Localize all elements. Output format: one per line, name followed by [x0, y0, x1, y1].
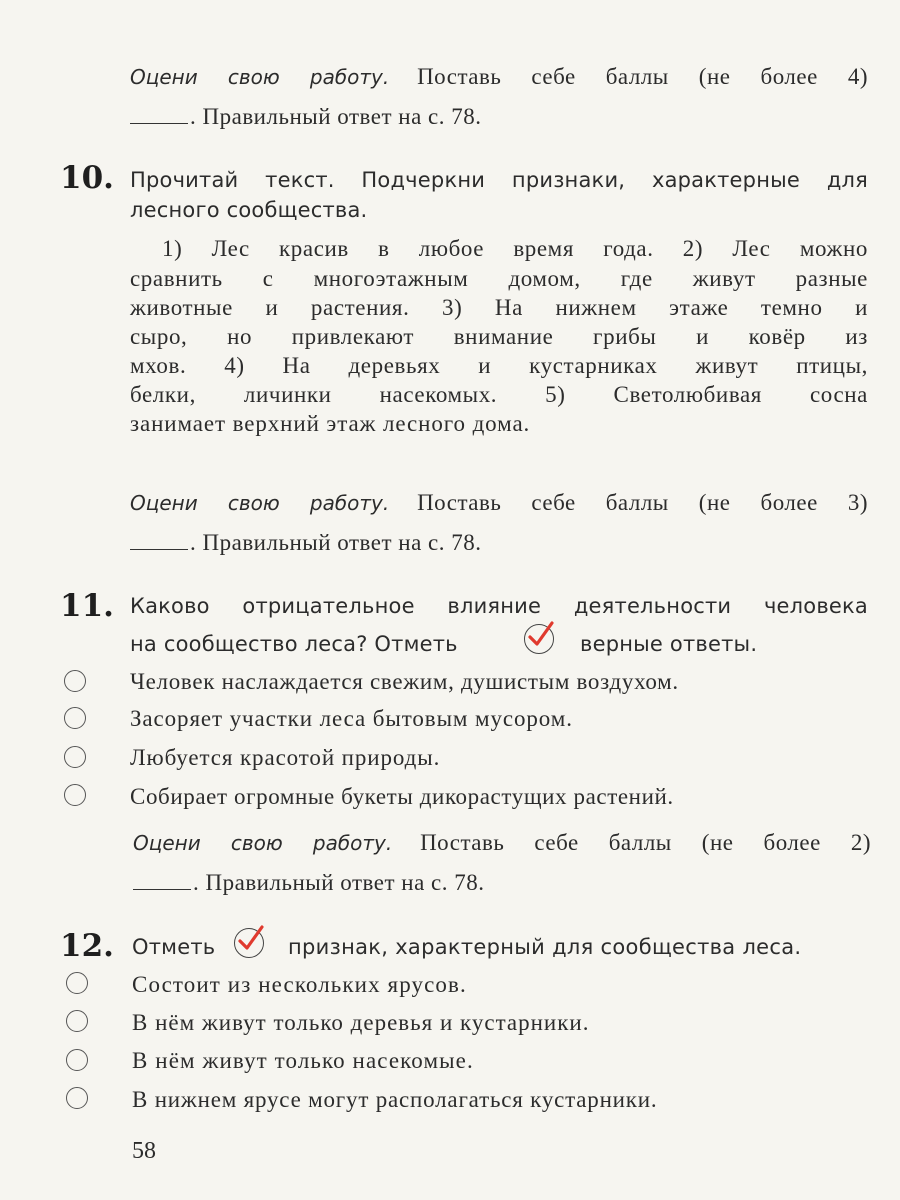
task12-option-1: Состоит из нескольких ярусов.	[132, 972, 467, 997]
task11-option-2: Засоряет участки леса бытовым мусором.	[130, 706, 573, 731]
page-number: 58	[132, 1138, 156, 1164]
task12-option-2: В нём живут только деревья и кустарники.	[132, 1010, 590, 1035]
task12-option-4: В нижнем ярусе могут располагаться кустарники.	[132, 1087, 658, 1112]
check-mark-icon	[524, 624, 554, 654]
score-blank[interactable]	[133, 888, 191, 890]
task12-prompt-part-a: Отметь	[132, 935, 216, 959]
task10-text-line-7: занимает верхний этаж лесного дома.	[130, 411, 531, 436]
task10-prompt-line-2: лесного сообщества.	[130, 198, 368, 222]
self-check-text: Поставь себе баллы (не более 4)	[417, 64, 869, 89]
task11-self-check-line	[133, 830, 871, 856]
option-radio-11-2[interactable]	[64, 707, 86, 729]
task11-self-check-answer	[133, 870, 484, 896]
task11-prompt-line-2	[130, 632, 458, 656]
answer-ref: . Правильный ответ на с. 78.	[190, 104, 482, 129]
option-radio-12-3[interactable]	[66, 1049, 88, 1071]
option-radio-12-2[interactable]	[66, 1010, 88, 1032]
task11-prompt-part-b: верные ответы.	[580, 632, 758, 656]
task-number-10: 10.	[60, 160, 114, 196]
task11-prompt-line-1: Каково отрицательное влияние деятельности человека	[130, 594, 868, 618]
self-check-text: Поставь себе баллы (не более 2)	[420, 830, 872, 855]
task11-option-1: Человек наслаждается свежим, душистым воздухом.	[130, 669, 679, 694]
task10-text-line-5: мхов. 4) На деревьях и кустарниках живут птицы,	[130, 353, 868, 378]
task10-text-line-3: животные и растения. 3) На нижнем этаже темно и	[130, 295, 868, 320]
option-radio-11-3[interactable]	[64, 746, 86, 768]
self-check-label: Оцени свою работу.	[130, 65, 390, 89]
task10-self-check-line	[130, 490, 868, 516]
option-radio-11-1[interactable]	[64, 670, 86, 692]
task10-text-line-6: белки, личинки насекомых. 5) Светолюбивая сосна	[130, 382, 868, 407]
task10-text-line-2: сравнить с многоэтажным домом, где живут разные	[130, 266, 868, 291]
task10-text-line-1: 1) Лес красив в любое время года. 2) Лес можно	[162, 236, 868, 261]
task10-prompt-line-1: Прочитай текст. Подчеркни признаки, характерные для	[130, 168, 868, 192]
task10-text-line-4: сыро, но привлекают внимание грибы и ковёр из	[130, 324, 868, 349]
self-check-text: Поставь себе баллы (не более 3)	[417, 490, 869, 515]
self-check-line-top	[130, 64, 868, 90]
answer-ref: . Правильный ответ на с. 78.	[190, 530, 482, 555]
task12-prompt-part-b: признак, характерный для сообщества леса.	[288, 935, 802, 959]
task12-option-3: В нём живут только насекомые.	[132, 1048, 474, 1073]
option-radio-12-4[interactable]	[66, 1087, 88, 1109]
task11-prompt-part-a: на сообщество леса? Отметь	[130, 632, 458, 656]
self-check-label: Оцени свою работу.	[133, 831, 393, 855]
option-radio-11-4[interactable]	[64, 784, 86, 806]
task-number-11: 11.	[60, 588, 114, 624]
option-radio-12-1[interactable]	[66, 972, 88, 994]
task-number-12: 12.	[60, 928, 114, 964]
self-check-label: Оцени свою работу.	[130, 491, 390, 515]
score-blank[interactable]	[130, 122, 188, 124]
task11-option-4: Собирает огромные букеты дикорастущих растений.	[130, 784, 674, 809]
score-blank[interactable]	[130, 548, 188, 550]
self-check-answer-top	[130, 104, 481, 130]
task11-option-3: Любуется красотой природы.	[130, 745, 441, 770]
check-mark-icon	[234, 928, 264, 958]
task10-self-check-answer	[130, 530, 481, 556]
answer-ref: . Правильный ответ на с. 78.	[193, 870, 485, 895]
